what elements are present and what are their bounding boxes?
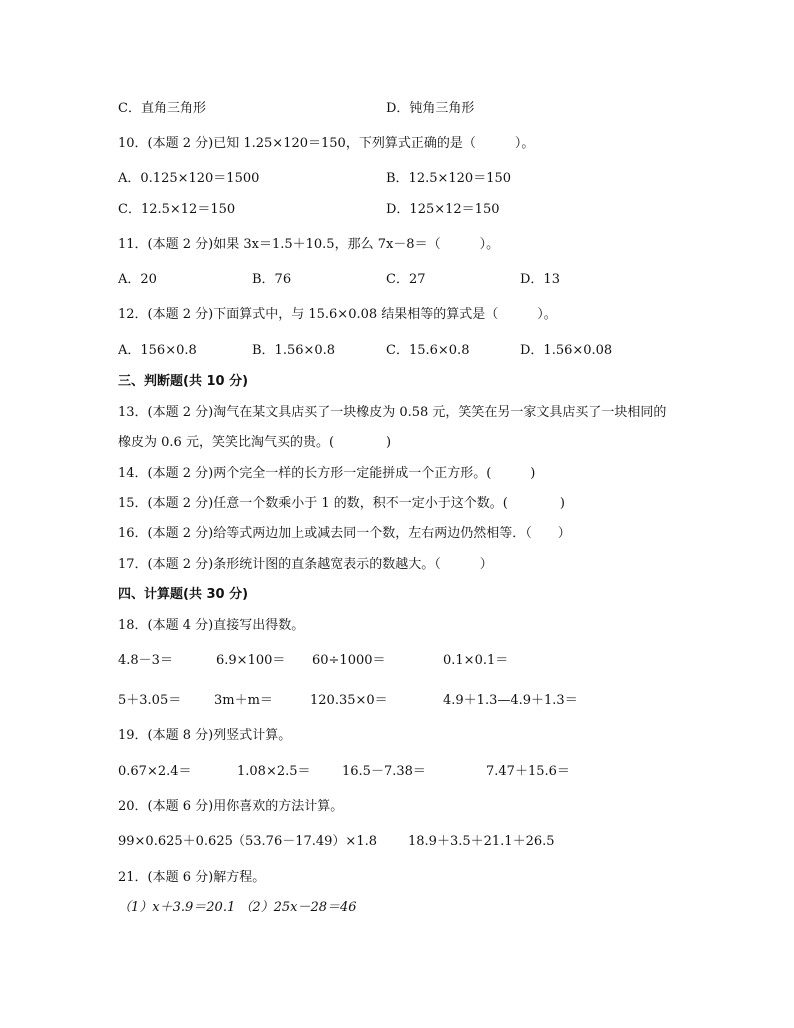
q12-stem: 12．(本题 2 分)下面算式中，与 15.6×0.08 结果相等的算式是（ ）。 bbox=[118, 307, 557, 322]
q19-item: 7.47＋15.6＝ bbox=[486, 764, 570, 779]
q11-option-d: D．13 bbox=[520, 272, 560, 287]
section-4-heading: 四、计算题(共 30 分) bbox=[118, 587, 249, 602]
q18-r1-item: 60÷1000＝ bbox=[312, 653, 386, 668]
q12-option-a: A．156×0.8 bbox=[118, 343, 197, 358]
q17-stem: 17．(本题 2 分)条形统计图的直条越宽表示的数越大。（ ） bbox=[118, 557, 493, 572]
q11-stem: 11．(本题 2 分)如果 3x＝1.5＋10.5，那么 7x－8＝（ ）。 bbox=[118, 237, 500, 252]
q12-option-c: C．15.6×0.8 bbox=[386, 343, 470, 358]
q11-option-c: C．27 bbox=[386, 272, 426, 287]
q21-stem: 21．(本题 6 分)解方程。 bbox=[118, 870, 266, 885]
q19-item: 1.08×2.5＝ bbox=[237, 764, 311, 779]
q10-stem: 10．(本题 2 分)已知 1.25×120＝150，下列算式正确的是（ ）。 bbox=[118, 136, 535, 151]
q18-r2-item: 120.35×0＝ bbox=[310, 693, 388, 708]
q11-option-b: B．76 bbox=[252, 272, 292, 287]
q13-line-2: 橡皮为 0.6 元，笑笑比淘气买的贵。( ) bbox=[118, 435, 392, 450]
q18-r2-item: 3m＋m＝ bbox=[214, 693, 273, 708]
q20-item: （53.76－17.49）×1.8 bbox=[232, 834, 377, 849]
q10-option-c: C．12.5×12＝150 bbox=[118, 202, 236, 217]
q20-stem: 20．(本题 6 分)用你喜欢的方法计算。 bbox=[118, 799, 344, 814]
q20-item: 18.9＋3.5＋21.1＋26.5 bbox=[408, 834, 555, 849]
q18-r2-item: 5＋3.05＝ bbox=[118, 693, 182, 708]
q13-line-1: 13．(本题 2 分)淘气在某文具店买了一块橡皮为 0.58 元，笑笑在另一家文具店买了一块相同的 bbox=[118, 405, 667, 420]
q11-option-a: A．20 bbox=[118, 272, 157, 287]
q10-option-a: A．0.125×120＝1500 bbox=[118, 171, 260, 186]
q18-stem: 18．(本题 4 分)直接写出得数。 bbox=[118, 618, 305, 633]
q18-r1-item: 6.9×100＝ bbox=[216, 653, 286, 668]
q18-r1-item: 0.1×0.1＝ bbox=[443, 653, 509, 668]
q19-item: 16.5－7.38＝ bbox=[342, 764, 426, 779]
q20-item: 99×0.625＋0.625 bbox=[118, 834, 233, 849]
q10-option-d: D．125×12＝150 bbox=[386, 202, 500, 217]
q19-item: 0.67×2.4＝ bbox=[118, 764, 192, 779]
q21-equations: （1）x＋3.9＝20.1 （2）25x－28＝46 bbox=[118, 900, 357, 915]
q9-option-d: D．钝角三角形 bbox=[386, 101, 475, 116]
q12-option-d: D．1.56×0.08 bbox=[520, 343, 613, 358]
section-3-heading: 三、判断题(共 10 分) bbox=[118, 374, 249, 389]
q18-r1-item: 4.8－3＝ bbox=[118, 653, 173, 668]
q9-option-c: C．直角三角形 bbox=[118, 101, 206, 116]
q14-stem: 14．(本题 2 分)两个完全一样的长方形一定能拼成一个正方形。( ) bbox=[118, 466, 536, 481]
q15-stem: 15．(本题 2 分)任意一个数乘小于 1 的数，积不一定小于这个数。( ) bbox=[118, 496, 565, 511]
q16-stem: 16．(本题 2 分)给等式两边加上或减去同一个数，左右两边仍然相等．（ ） bbox=[118, 526, 571, 541]
q18-r2-item: 4.9＋1.3—4.9＋1.3＝ bbox=[443, 693, 578, 708]
q12-option-b: B．1.56×0.8 bbox=[252, 343, 336, 358]
q10-option-b: B．12.5×120＝150 bbox=[386, 171, 512, 186]
q19-stem: 19．(本题 8 分)列竖式计算。 bbox=[118, 728, 292, 743]
